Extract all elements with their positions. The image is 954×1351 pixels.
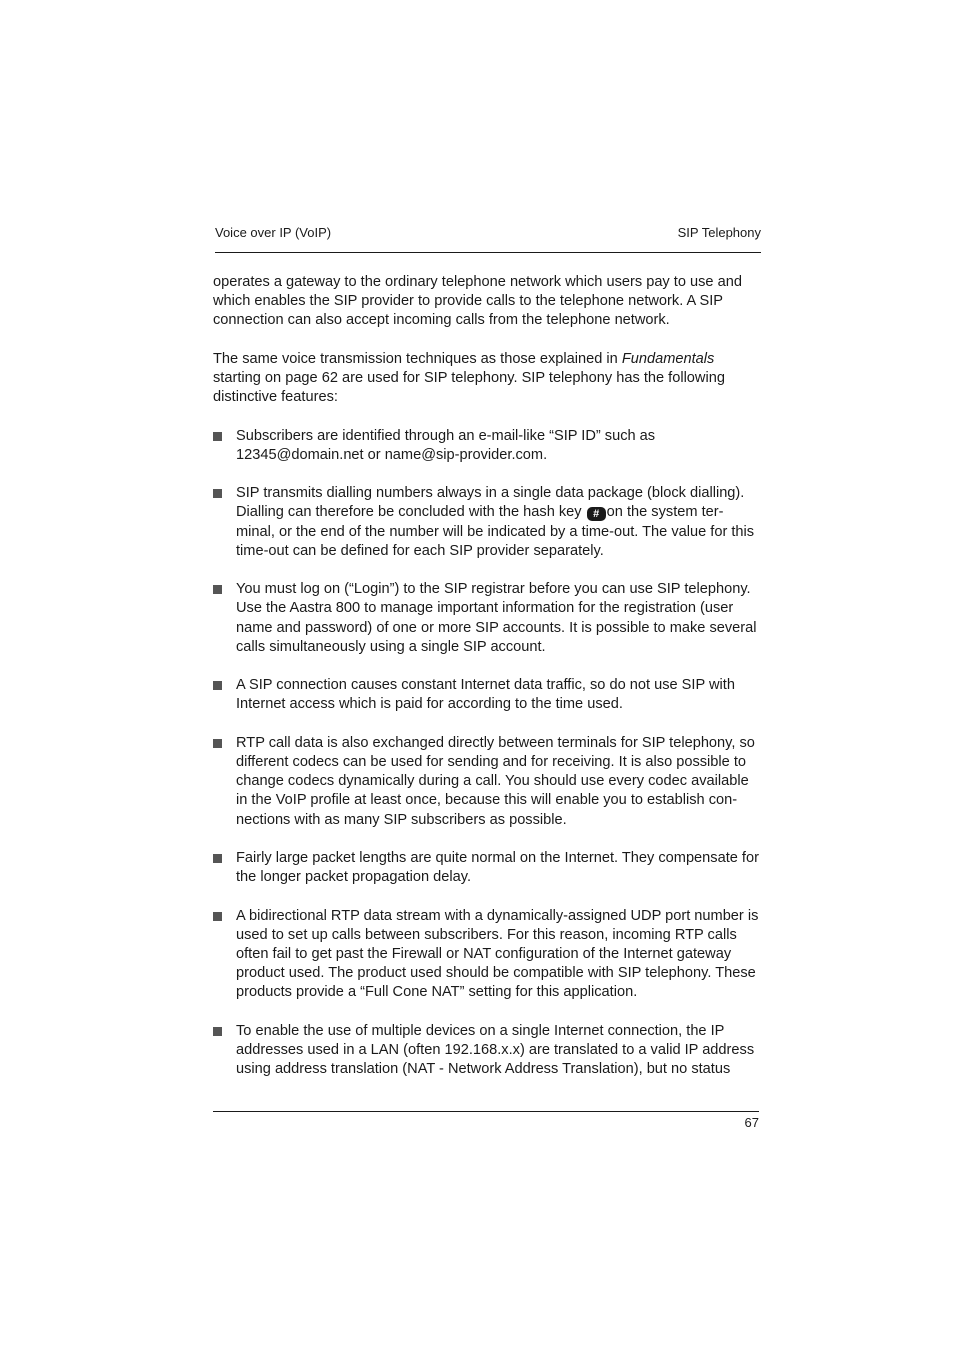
hash-key-icon: # (587, 507, 606, 521)
features-intro-text: The same voice transmission techniques as those explained in (213, 350, 622, 367)
list-item-text: RTP call data is also exchanged directly between terminals for SIP telephony, so different codecs can be used for sending and for receiving. It is also possible to change codecs dynamically during a call. You should use every codec available in the VoIP profile at least once, because this will enable you to establish con-nections with as many SIP subscribers as possible. (236, 734, 755, 828)
square-bullet-icon (213, 681, 222, 690)
list-item (213, 427, 759, 465)
fundamentals-reference: Fundamentals (621, 350, 715, 367)
square-bullet-icon (213, 585, 222, 594)
feature-list (213, 427, 759, 1080)
list-item-text-continued: on the system ter-minal, or the end of the number will be indicated by a time-out. The value for this time-out can be defined for each SIP provider separately. (236, 504, 755, 559)
square-bullet-icon (213, 854, 222, 863)
features-intro-paragraph (213, 350, 759, 408)
list-item-text: Fairly large packet lengths are quite normal on the Internet. They compensate for the longer packet propagation delay. (236, 849, 759, 886)
page-number: 67 (744, 1115, 759, 1130)
square-bullet-icon (213, 489, 222, 498)
square-bullet-icon (213, 739, 222, 748)
list-item-text: Subscribers are identified through an e-mail-like “SIP ID” such as 12345@domain.net or name@sip-provider.com. (236, 427, 656, 463)
list-item (213, 676, 759, 714)
list-item-text: A SIP connection causes constant Internet data traffic, so do not use SIP with Internet access which is paid for according to the time used. (236, 677, 735, 713)
square-bullet-icon (213, 1027, 222, 1036)
footer-divider (213, 1111, 759, 1112)
list-item-text: To enable the use of multiple devices on a single Internet connection, the IP addresses used in a LAN (often 192.168.x.x) are translated to a valid IP address using address translation (NAT - Network Address Translation), but no status (236, 1022, 755, 1078)
list-item (213, 1022, 759, 1080)
list-item-text: A bidirectional RTP data stream with a dynamically-assigned UDP port number is used to set up calls between subscribers. For this reason, incoming RTP calls often fail to get past the Firewall or NAT configuration of the Internet gateway product used. The product used should be compatible with SIP telephony. These products provide a “Full Cone NAT” setting for this application. (236, 907, 759, 1001)
list-item (213, 580, 759, 657)
features-intro-text-continued: starting on page 62 are used for SIP telephony. SIP telephony has the following distinctive features: (213, 370, 725, 406)
list-item (213, 484, 759, 561)
running-header (215, 224, 761, 242)
header-divider (215, 252, 761, 253)
list-item (213, 907, 759, 1003)
list-item-text: SIP transmits dialling numbers always in a single data package (block dialling). Dialling can therefore be concluded with the hash key (236, 485, 745, 521)
square-bullet-icon (213, 432, 222, 441)
body-text (213, 273, 759, 1099)
header-section-title: SIP Telephony (677, 225, 761, 240)
list-item (213, 734, 759, 830)
list-item-text: You must log on (“Login”) to the SIP registrar before you can use SIP telephony. Use the Aastra 800 to manage important information for the registration (user name and password) of one or more SIP accounts. It is possible to make several calls simultaneously using a single SIP account. (236, 581, 757, 655)
list-item (213, 849, 759, 887)
header-chapter-title: Voice over IP (VoIP) (215, 225, 332, 240)
intro-paragraph: operates a gateway to the ordinary telephone network which users pay to use and which enables the SIP provider to provide calls to the telephone network. A SIP connection can also accept incoming calls from the telephone network. (213, 274, 742, 329)
square-bullet-icon (213, 912, 222, 921)
